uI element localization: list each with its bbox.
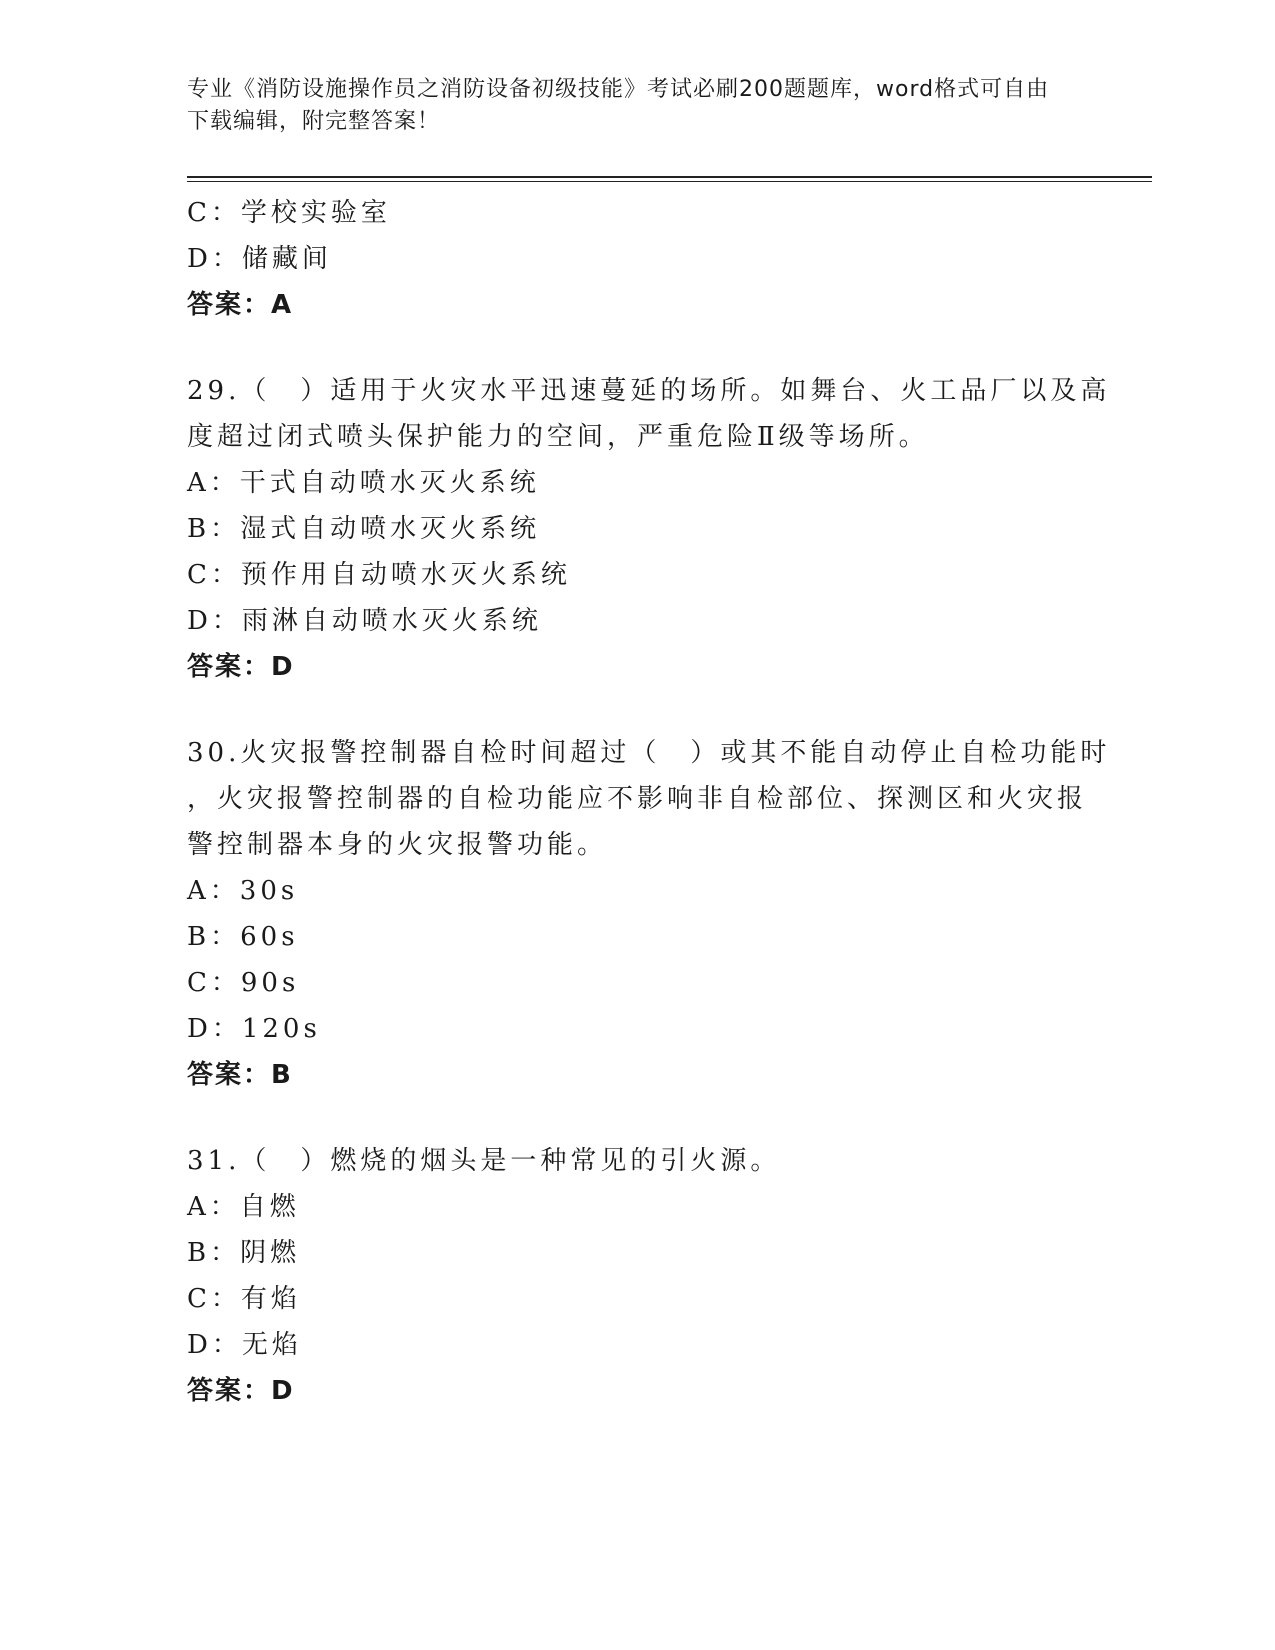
question-29 — [187, 368, 1111, 690]
question-content — [187, 190, 1111, 1414]
answer-line: 答案：B — [187, 1060, 293, 1090]
option-d: D：储藏间 — [187, 244, 332, 274]
option-b: B：60s — [187, 922, 299, 952]
option-d: D：无焰 — [187, 1330, 302, 1360]
header-divider-thin — [187, 181, 1152, 182]
question-stem-line: 30.火灾报警控制器自检时间超过（ ）或其不能自动停止自检功能时 — [187, 738, 1111, 768]
option-c: C：有焰 — [187, 1284, 301, 1314]
question-stem-line: 31.（ ）燃烧的烟头是一种常见的引火源。 — [187, 1146, 781, 1176]
option-d: D：雨淋自动喷水灭火系统 — [187, 606, 542, 636]
answer-line: 答案：A — [187, 290, 294, 320]
option-c: C：学校实验室 — [187, 198, 391, 228]
option-a: A：30s — [187, 876, 299, 906]
answer-line: 答案：D — [187, 1376, 295, 1406]
spacer — [187, 690, 1087, 730]
option-c: C：90s — [187, 968, 300, 998]
question-30 — [187, 730, 1111, 1098]
question-stem-line: 29.（ ）适用于火灾水平迅速蔓延的场所。如舞台、火工品厂以及高 — [187, 376, 1111, 406]
option-c: C：预作用自动喷水灭火系统 — [187, 560, 571, 590]
option-a: A：干式自动喷水灭火系统 — [187, 468, 540, 498]
answer-line: 答案：D — [187, 652, 295, 682]
document-header: 专业《消防设施操作员之消防设备初级技能》考试必刷200题题库，word格式可自由下载编辑，附完整答案！ — [187, 77, 1050, 134]
option-d: D：120s — [187, 1014, 321, 1044]
option-b: B：阴燃 — [187, 1238, 301, 1268]
option-a: A：自燃 — [187, 1192, 300, 1222]
spacer — [187, 328, 1087, 368]
question-stem-line: 度超过闭式喷头保护能力的空间，严重危险Ⅱ级等场所。 — [187, 422, 929, 452]
option-b: B：湿式自动喷水灭火系统 — [187, 514, 541, 544]
question-stem-line: ，火灾报警控制器的自检功能应不影响非自检部位、探测区和火灾报 — [187, 784, 1088, 814]
question-28-tail — [187, 190, 1087, 328]
question-stem-line: 警控制器本身的火灾报警功能。 — [187, 830, 608, 860]
question-31 — [187, 1138, 1087, 1414]
header-divider-thick — [187, 176, 1152, 178]
spacer — [187, 1098, 1087, 1138]
